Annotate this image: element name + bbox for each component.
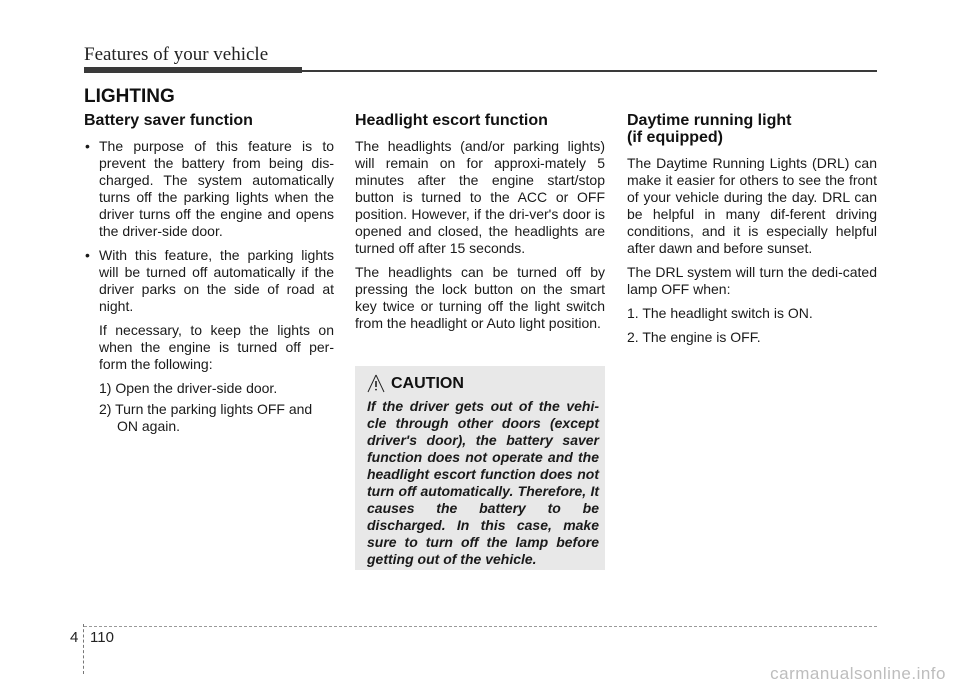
drl-heading-line-2: (if equipped) xyxy=(627,129,723,146)
battery-saver-heading: Battery saver function xyxy=(84,112,253,129)
drl-para-1: The Daytime Running Lights (DRL) can make it easier for others to see the front of your vehicle during the day. DRL can be helpful in many dif-ferent driving conditions, and it is especially helpful after dawn and before sunset. xyxy=(627,155,877,256)
battery-saver-bullet-2 xyxy=(84,247,334,315)
footer-rule xyxy=(84,626,877,627)
header-rule xyxy=(302,70,877,72)
battery-saver-step-2: 2) Turn the parking lights OFF and ON again. xyxy=(99,401,313,434)
headlight-escort-heading: Headlight escort function xyxy=(355,112,548,129)
battery-saver-step-1: 1) Open the driver-side door. xyxy=(99,380,278,396)
battery-saver-section xyxy=(84,112,334,439)
drl-section xyxy=(627,112,877,353)
drl-para-2: The DRL system will turn the dedi-cated lamp OFF when: xyxy=(627,264,877,297)
watermark: carmanualsonline.info xyxy=(770,664,946,683)
caution-box xyxy=(355,366,605,570)
caution-text: If the driver gets out of the vehi-cle through other doors (except driver's door), the battery saver function does not operate and the headlight escort function does not turn off automatically. Therefore, It causes the battery to be discharged. In this case, make sure to turn off the lamp before getting out of the vehicle. xyxy=(367,398,599,567)
header-bar xyxy=(84,67,302,73)
battery-saver-list xyxy=(84,138,334,315)
battery-saver-indent-text: If necessary, to keep the lights on when the engine is turned off per-form the following: xyxy=(99,322,334,372)
section-heading: LIGHTING xyxy=(84,86,175,107)
page-chapter: 4 xyxy=(70,629,79,646)
page-number: 110 xyxy=(90,629,114,646)
caution-title: CAUTION xyxy=(391,375,464,392)
page-separator xyxy=(83,624,85,674)
headlight-escort-section xyxy=(355,112,605,339)
battery-saver-bullet-2-text: With this feature, the parking lights will be turned off automatically if the driver parks on the side of road at night. xyxy=(99,247,334,314)
header-title: Features of your vehicle xyxy=(84,44,269,65)
drl-item-1: 1. The headlight switch is ON. xyxy=(627,305,813,321)
battery-saver-bullet-1: • The purpose of this feature is to prevent the battery from being dis-charged. The system automatically turns off the parking lights when the driver turns off the engine and opens the driver-side door. xyxy=(84,138,334,240)
warning-triangle-icon xyxy=(367,374,385,394)
drl-item-2: 2. The engine is OFF. xyxy=(627,329,761,345)
drl-heading-line-1: Daytime running light xyxy=(627,112,792,129)
headlight-escort-para-1: The headlights (and/or parking lights) will remain on for approxi-mately 5 minutes after the engine start/stop button is turned to the ACC or OFF position. However, if the dri-ver's door is opened and closed, the headlights are turned off after 15 seconds. xyxy=(355,138,605,256)
headlight-escort-para-2: The headlights can be turned off by pressing the lock button on the smart key twice or turning off the light switch from the headlight or Auto light position. xyxy=(355,264,605,331)
drl-heading xyxy=(627,112,877,146)
